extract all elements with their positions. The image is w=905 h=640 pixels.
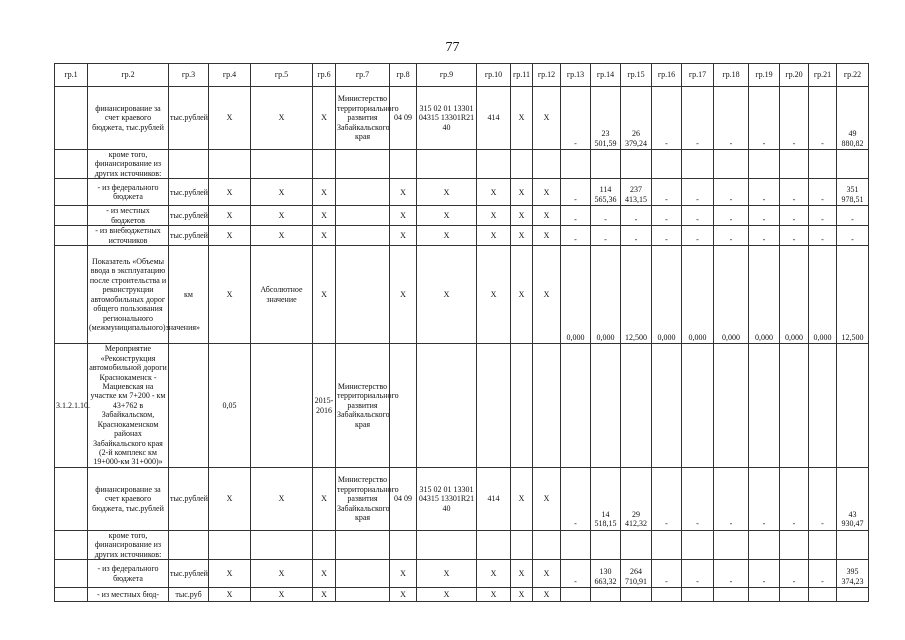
table-cell: X (417, 179, 477, 206)
table-cell: X (417, 246, 477, 344)
table-cell: - (561, 226, 591, 246)
table-cell: - (749, 87, 780, 150)
table-cell: Абсолютное значение (251, 246, 313, 344)
table-cell (837, 150, 869, 179)
table-cell: X (477, 179, 511, 206)
table-cell: - (652, 226, 682, 246)
table-cell: Министерство территориального развития Забайкальского края (336, 87, 390, 150)
table-cell: X (511, 206, 533, 226)
table-cell: Показатель «Объемы ввода в эксплуатацию после строительства и реконструкции автомобильных дорог общего пользования регионального (межмуниципального)значения» (88, 246, 169, 344)
table-cell (780, 588, 809, 602)
table-cell: 0,000 (682, 246, 714, 344)
table-cell: - (682, 87, 714, 150)
table-cell: X (533, 226, 561, 246)
table-cell: 26 379,24 (621, 87, 652, 150)
column-header: гр.10 (477, 64, 511, 87)
table-cell (417, 530, 477, 559)
table-cell: 0,000 (652, 246, 682, 344)
table-cell (313, 150, 336, 179)
table-cell: 0,000 (561, 246, 591, 344)
header-row (55, 64, 869, 87)
table-cell (652, 150, 682, 179)
table-cell (417, 344, 477, 468)
table-cell (313, 530, 336, 559)
column-header: гр.8 (390, 64, 417, 87)
table-row (55, 206, 869, 226)
table-cell (55, 150, 88, 179)
table-row (55, 560, 869, 588)
table-cell: 264 710,91 (621, 560, 652, 588)
table-cell (169, 344, 209, 468)
table-cell: тыс.рублей (169, 467, 209, 530)
table-cell: - (714, 467, 749, 530)
table-cell (336, 206, 390, 226)
table-cell: X (417, 206, 477, 226)
table-cell: X (533, 179, 561, 206)
table-cell: X (511, 588, 533, 602)
table-cell (336, 560, 390, 588)
table-cell: Министерство территориального развития Забайкальского края (336, 344, 390, 468)
table-cell: 23 501,59 (591, 87, 621, 150)
table-cell: X (251, 179, 313, 206)
table-cell (837, 344, 869, 468)
table-row (55, 226, 869, 246)
table-row (55, 179, 869, 206)
column-header: гр.14 (591, 64, 621, 87)
table-row (55, 467, 869, 530)
table-cell (749, 344, 780, 468)
table-cell: - (780, 226, 809, 246)
table-row (55, 530, 869, 559)
table-cell: - (837, 206, 869, 226)
table-cell (621, 588, 652, 602)
table-cell: - из федерального бюджета (88, 179, 169, 206)
table-cell: X (533, 467, 561, 530)
table-cell (477, 150, 511, 179)
table-cell: - из внебюджетных источников (88, 226, 169, 246)
table-cell: X (390, 206, 417, 226)
table-cell: тыс.руб (169, 588, 209, 602)
table-cell: - (591, 206, 621, 226)
table-cell: 04 09 (390, 87, 417, 150)
table-cell: - (809, 560, 837, 588)
table-cell: - (621, 206, 652, 226)
table-cell (837, 588, 869, 602)
table-cell: 0,000 (749, 246, 780, 344)
column-header: гр.19 (749, 64, 780, 87)
table-cell (533, 344, 561, 468)
table-cell: X (511, 246, 533, 344)
table-cell: 0,000 (780, 246, 809, 344)
table-cell: - (682, 206, 714, 226)
table-cell: 130 663,32 (591, 560, 621, 588)
column-header: гр.20 (780, 64, 809, 87)
table-cell (749, 150, 780, 179)
table-cell: X (511, 467, 533, 530)
table-cell: X (251, 87, 313, 150)
table-cell: X (417, 588, 477, 602)
table-cell: - из местных бюд- (88, 588, 169, 602)
table-cell: - (809, 467, 837, 530)
table-cell: 43 930,47 (837, 467, 869, 530)
table-cell (682, 344, 714, 468)
table-cell: X (511, 226, 533, 246)
table-cell (336, 150, 390, 179)
table-cell: X (209, 87, 251, 150)
table-cell (55, 226, 88, 246)
table-cell: 14 518,15 (591, 467, 621, 530)
table-cell: X (209, 467, 251, 530)
table-cell: X (209, 588, 251, 602)
table-cell: 04 09 (390, 467, 417, 530)
table-cell: 315 02 01 1330104315 13301R2140 (417, 87, 477, 150)
table-cell: X (417, 560, 477, 588)
table-cell: кроме того, финансирование из других источников: (88, 150, 169, 179)
table-cell: - (652, 467, 682, 530)
table-cell: - (621, 226, 652, 246)
table-cell: X (251, 206, 313, 226)
table-cell: X (390, 588, 417, 602)
table-cell: - (780, 179, 809, 206)
table-cell: X (313, 179, 336, 206)
table-cell: X (313, 246, 336, 344)
table-cell (809, 588, 837, 602)
table-cell (55, 246, 88, 344)
table-cell (169, 530, 209, 559)
table-cell (561, 588, 591, 602)
table-cell: - (749, 560, 780, 588)
column-header: гр.12 (533, 64, 561, 87)
table-cell (621, 530, 652, 559)
table-cell: - (561, 87, 591, 150)
column-header: гр.9 (417, 64, 477, 87)
table-cell (809, 150, 837, 179)
table-cell (621, 344, 652, 468)
budget-table (54, 63, 869, 602)
table-cell: - (682, 179, 714, 206)
table-cell: тыс.рублей (169, 87, 209, 150)
table-cell: 315 02 01 1330104315 13301R2140 (417, 467, 477, 530)
table-cell: 351 978,51 (837, 179, 869, 206)
table-cell (591, 344, 621, 468)
table-cell: - (561, 206, 591, 226)
table-cell: 12,500 (621, 246, 652, 344)
table-cell: - (714, 226, 749, 246)
table-cell: - из местных бюджетов (88, 206, 169, 226)
table-cell: - (682, 226, 714, 246)
table-cell: X (313, 588, 336, 602)
table-cell: 395 374,23 (837, 560, 869, 588)
table-cell: X (313, 560, 336, 588)
table-cell (55, 530, 88, 559)
table-cell (714, 150, 749, 179)
column-header: гр.16 (652, 64, 682, 87)
table-cell: - (682, 560, 714, 588)
table-cell: - (780, 206, 809, 226)
table-cell (809, 530, 837, 559)
page-number: 77 (445, 40, 460, 55)
table-cell: 237 413,15 (621, 179, 652, 206)
table-cell: X (209, 179, 251, 206)
column-header: гр.7 (336, 64, 390, 87)
column-header: гр.2 (88, 64, 169, 87)
table-cell (417, 150, 477, 179)
table-cell: - (652, 560, 682, 588)
table-cell (837, 530, 869, 559)
table-cell (336, 530, 390, 559)
table-cell (591, 530, 621, 559)
table-cell (55, 179, 88, 206)
column-header: гр.18 (714, 64, 749, 87)
table-cell: - из федерального бюджета (88, 560, 169, 588)
table-cell: X (251, 226, 313, 246)
table-cell: - (561, 560, 591, 588)
table-cell: X (533, 560, 561, 588)
table-cell (55, 206, 88, 226)
table-row (55, 150, 869, 179)
table-cell: X (477, 206, 511, 226)
table-cell (714, 588, 749, 602)
table-cell (682, 530, 714, 559)
table-cell (336, 226, 390, 246)
table-cell: - (749, 206, 780, 226)
table-cell (336, 588, 390, 602)
column-header: гр.17 (682, 64, 714, 87)
table-cell (561, 150, 591, 179)
table-cell: - (809, 87, 837, 150)
table-cell: тыс.рублей (169, 206, 209, 226)
table-cell (749, 588, 780, 602)
table-cell: X (477, 226, 511, 246)
table-cell (511, 150, 533, 179)
table-cell (511, 530, 533, 559)
table-cell: - (809, 206, 837, 226)
table-cell (714, 344, 749, 468)
table-cell (652, 588, 682, 602)
table-cell: - (837, 226, 869, 246)
table-cell: - (809, 226, 837, 246)
table-cell: X (511, 560, 533, 588)
table-cell (477, 530, 511, 559)
table-cell: X (477, 246, 511, 344)
table-cell: X (511, 87, 533, 150)
table-row (55, 588, 869, 602)
table-cell (621, 150, 652, 179)
table-cell: кроме того, финансирование из других источников: (88, 530, 169, 559)
table-cell (511, 344, 533, 468)
table-cell: финансирование за счет краевого бюджета, тыс.рублей (88, 467, 169, 530)
table-cell: X (533, 588, 561, 602)
table-cell (533, 530, 561, 559)
table-cell (591, 588, 621, 602)
table-cell (336, 246, 390, 344)
table-cell: X (313, 206, 336, 226)
table-cell (477, 344, 511, 468)
table-cell: X (477, 560, 511, 588)
table-cell: X (251, 467, 313, 530)
table-cell: 12,500 (837, 246, 869, 344)
column-header: гр.4 (209, 64, 251, 87)
table-cell: - (714, 560, 749, 588)
table-cell: 0,000 (809, 246, 837, 344)
column-header: гр.1 (55, 64, 88, 87)
table-cell: Мероприятие «Реконструкция автомобильной дороги Краснокаменск - Мациевская на участке км 7+200 - км 43+762 в Забайкальском, Краснокаменском районах Забайкальского края (2-й комплекс км 19+000-км 31+000)» (89, 344, 167, 467)
table-cell (336, 179, 390, 206)
table-cell (169, 150, 209, 179)
column-header: гр.22 (837, 64, 869, 87)
table-cell: - (749, 467, 780, 530)
table-cell: - (652, 206, 682, 226)
table-cell (682, 150, 714, 179)
table-cell: - (780, 467, 809, 530)
table-cell: - (652, 87, 682, 150)
table-cell (561, 344, 591, 468)
table-cell: - (749, 179, 780, 206)
table-cell: - (652, 179, 682, 206)
table-cell: 0,000 (714, 246, 749, 344)
table-cell (652, 344, 682, 468)
table-cell: X (533, 206, 561, 226)
table-cell: X (533, 87, 561, 150)
column-header: гр.21 (809, 64, 837, 87)
table-cell: км (169, 246, 209, 344)
table-row (55, 344, 869, 468)
table-cell: Министерство территориального развития Забайкальского края (336, 467, 390, 530)
table-cell: - (780, 560, 809, 588)
table-cell: X (533, 246, 561, 344)
table-cell: 0,05 (209, 344, 251, 468)
table-cell (809, 344, 837, 468)
table-cell: 3.1.2.1.10. (55, 344, 88, 468)
table-cell: финансирование за счет краевого бюджета, тыс.рублей (88, 87, 169, 150)
table-cell: X (209, 560, 251, 588)
table-cell: X (313, 226, 336, 246)
table-cell: X (209, 246, 251, 344)
column-header: гр.5 (251, 64, 313, 87)
table-cell (390, 530, 417, 559)
table-cell: X (251, 560, 313, 588)
table-cell: X (209, 226, 251, 246)
table-cell: тыс.рублей (169, 560, 209, 588)
table-cell: - (749, 226, 780, 246)
column-header: гр.11 (511, 64, 533, 87)
table-cell (209, 530, 251, 559)
table-cell: X (390, 560, 417, 588)
table-cell: - (714, 206, 749, 226)
column-header: гр.6 (313, 64, 336, 87)
table-cell: - (714, 87, 749, 150)
table-cell: - (809, 179, 837, 206)
table-cell (209, 150, 251, 179)
table-cell (714, 530, 749, 559)
table-row (55, 246, 869, 344)
table-body (55, 87, 869, 602)
table-cell: X (209, 206, 251, 226)
table-cell (390, 344, 417, 468)
table-cell (652, 530, 682, 559)
table-cell (251, 344, 313, 468)
table-cell: - (780, 87, 809, 150)
table-cell (749, 530, 780, 559)
column-header: гр.3 (169, 64, 209, 87)
table-cell (780, 344, 809, 468)
table-cell: 0,000 (591, 246, 621, 344)
table-row (55, 87, 869, 150)
table-cell: X (390, 246, 417, 344)
table-cell: 414 (477, 467, 511, 530)
table-cell (561, 530, 591, 559)
column-header: гр.13 (561, 64, 591, 87)
table-cell (780, 530, 809, 559)
table-cell (251, 150, 313, 179)
table-cell: 114 565,36 (591, 179, 621, 206)
table-cell: X (313, 467, 336, 530)
table-cell: - (714, 179, 749, 206)
table-cell: X (390, 179, 417, 206)
table-cell: 49 880,82 (837, 87, 869, 150)
table-cell (390, 150, 417, 179)
table-cell (55, 560, 88, 588)
table-cell: - (591, 226, 621, 246)
table-cell (55, 588, 88, 602)
table-cell: X (511, 179, 533, 206)
table-cell: - (561, 179, 591, 206)
table-cell (780, 150, 809, 179)
table-cell: X (251, 588, 313, 602)
table-cell (251, 530, 313, 559)
table-cell: X (390, 226, 417, 246)
column-header: гр.15 (621, 64, 652, 87)
table-cell: тыс.рублей (169, 226, 209, 246)
table-cell: тыс.рублей (169, 179, 209, 206)
table-cell: 2015-2016 (313, 344, 336, 468)
table-cell (533, 150, 561, 179)
table-cell (591, 150, 621, 179)
table-cell (55, 467, 88, 530)
table-cell: - (682, 467, 714, 530)
table-cell: X (477, 588, 511, 602)
table-cell: 414 (477, 87, 511, 150)
table-cell: X (417, 226, 477, 246)
table-cell (55, 87, 88, 150)
table-cell: 29 412,32 (621, 467, 652, 530)
table-cell: - (561, 467, 591, 530)
table-cell (682, 588, 714, 602)
table-cell: X (313, 87, 336, 150)
